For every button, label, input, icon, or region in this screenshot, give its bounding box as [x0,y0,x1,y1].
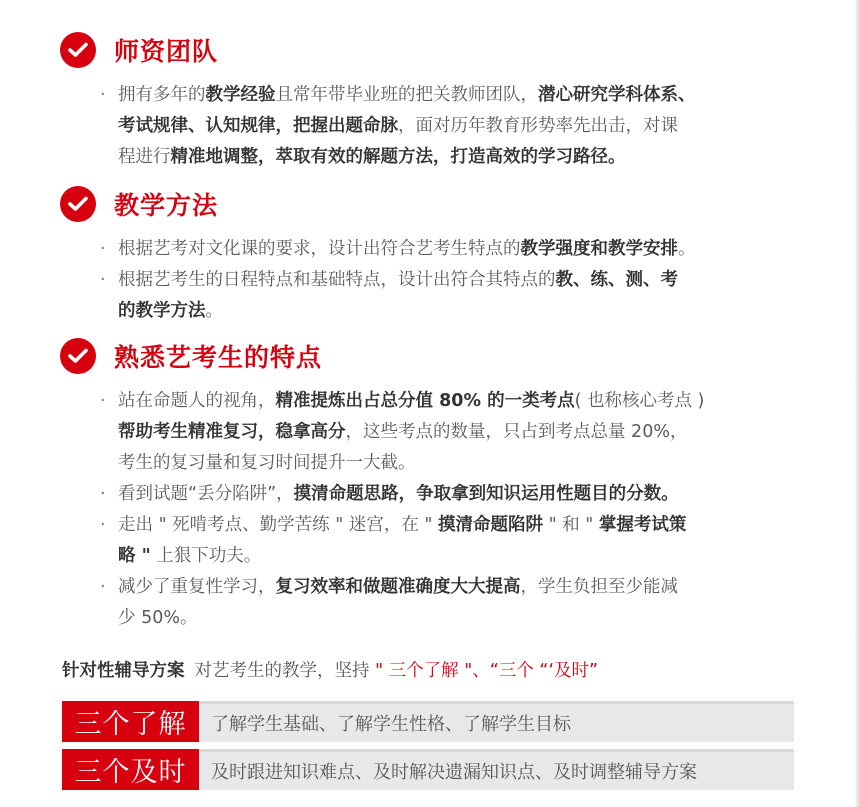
text: 且常年带毕业班的把关教师团队， [275,85,538,105]
section-title: 教学方法 [114,191,219,220]
bold-text: 复习效率和做题准确度大大提高 [275,577,521,597]
bold-text: 教学经验 [205,85,276,105]
text: 根据艺考生的日程特点和基础特点，设计出符合其特点的 [118,270,556,290]
section-title: 熟悉艺考生的特点 [114,343,323,372]
bullet-line [118,80,820,111]
text: 站在命题人的视角， [118,391,276,411]
text: 拥有多年的 [118,85,206,105]
text: ，学生负担至少能减 [520,577,678,597]
text: 走出 " 死啃考点、勤学苦练 " 迷宫，在 " [118,515,439,535]
bullet-line [118,479,820,510]
text: 程进行 [118,147,171,167]
bold-text: 摸清命题思路，争取拿到知识运用性题目的分数。 [293,484,679,504]
bold-text: 掌握考试策 [598,515,687,535]
bold-text: 帮助考生精准复习，稳拿高分 [118,422,346,442]
bullet-item [98,80,820,173]
bullet-line [118,572,820,603]
bullet-line [118,541,820,572]
text: ( 也称核心考点 ) [574,391,705,411]
text: 看到试题“丢分陷阱”， [118,484,294,504]
row-key: 三个及时 [62,749,199,790]
bullet-line [118,296,820,327]
bullet-item [98,265,820,327]
bullet-line [118,142,820,173]
bold-text: 略 " [118,546,151,566]
section-student-traits [60,334,820,634]
bullet-item [98,510,820,572]
row-key: 三个了解 [62,701,199,742]
bullet-line [118,510,820,541]
check-icon [60,32,96,68]
bold-text: 的教学方法 [118,301,206,321]
bullet-line [118,111,820,142]
bullet-line [118,234,820,265]
bullet-item [98,479,820,510]
section-header [60,334,820,378]
section-title: 师资团队 [114,37,219,66]
bold-text: 精准提炼出占总分值 80% 的一类考点 [275,391,575,411]
text: " 和 " [543,515,599,535]
text: 。 [205,301,223,321]
check-icon [60,186,96,222]
text: 。 [678,239,696,259]
bullet-line [118,448,820,479]
plan-label: 针对性辅导方案 [62,661,185,681]
bold-text: 潜心研究学科体系、 [538,85,696,105]
bullet-line [118,603,820,634]
bold-text: 教学强度和教学安排 [520,239,678,259]
plan-text: 对艺考生的教学，坚持 [194,661,370,681]
bold-text: 精准地调整，萃取有效的解题方法，打造高效的学习路径。 [170,147,626,167]
plan-row-timely [62,749,794,790]
section-faculty [60,28,820,173]
row-value: 及时跟进知识难点、及时解决遗漏知识点、及时调整辅导方案 [199,749,794,790]
bold-text: 摸清命题陷阱 [438,515,544,535]
row-value: 了解学生基础、了解学生性格、了解学生目标 [199,701,794,742]
bullet-line [118,386,820,417]
plan-line [62,657,598,682]
bullet-item [98,572,820,634]
bullet-item [98,386,820,479]
text: ，面对历年教育形势率先出击，对课 [398,116,678,136]
text: 考生的复习量和复习时间提升一大截。 [118,453,416,473]
bold-text: 考试规律、认知规律，把握出题命脉 [118,116,398,136]
section-items [98,386,820,634]
bullet-line [118,417,820,448]
plan-row-understand [62,701,794,742]
bullet-item [98,234,820,265]
bold-text: 教、练、测、考 [555,270,678,290]
check-icon [60,338,96,374]
text: 少 50%。 [118,608,198,628]
text: 上狠下功夫。 [150,546,262,566]
section-teaching-method [60,182,820,327]
text: 减少了重复性学习， [118,577,276,597]
text: ，这些考点的数量，只占到考点总量 20%， [345,422,688,442]
page-edge-shadow [854,0,860,807]
section-header [60,28,820,72]
bullet-line [118,265,820,296]
section-header [60,182,820,226]
text: 根据艺考对文化课的要求，设计出符合艺考生特点的 [118,239,521,259]
plan-highlight: " 三个了解 "、“三个 “‘及时” [369,661,599,681]
section-items [98,80,820,173]
section-items [98,234,820,327]
